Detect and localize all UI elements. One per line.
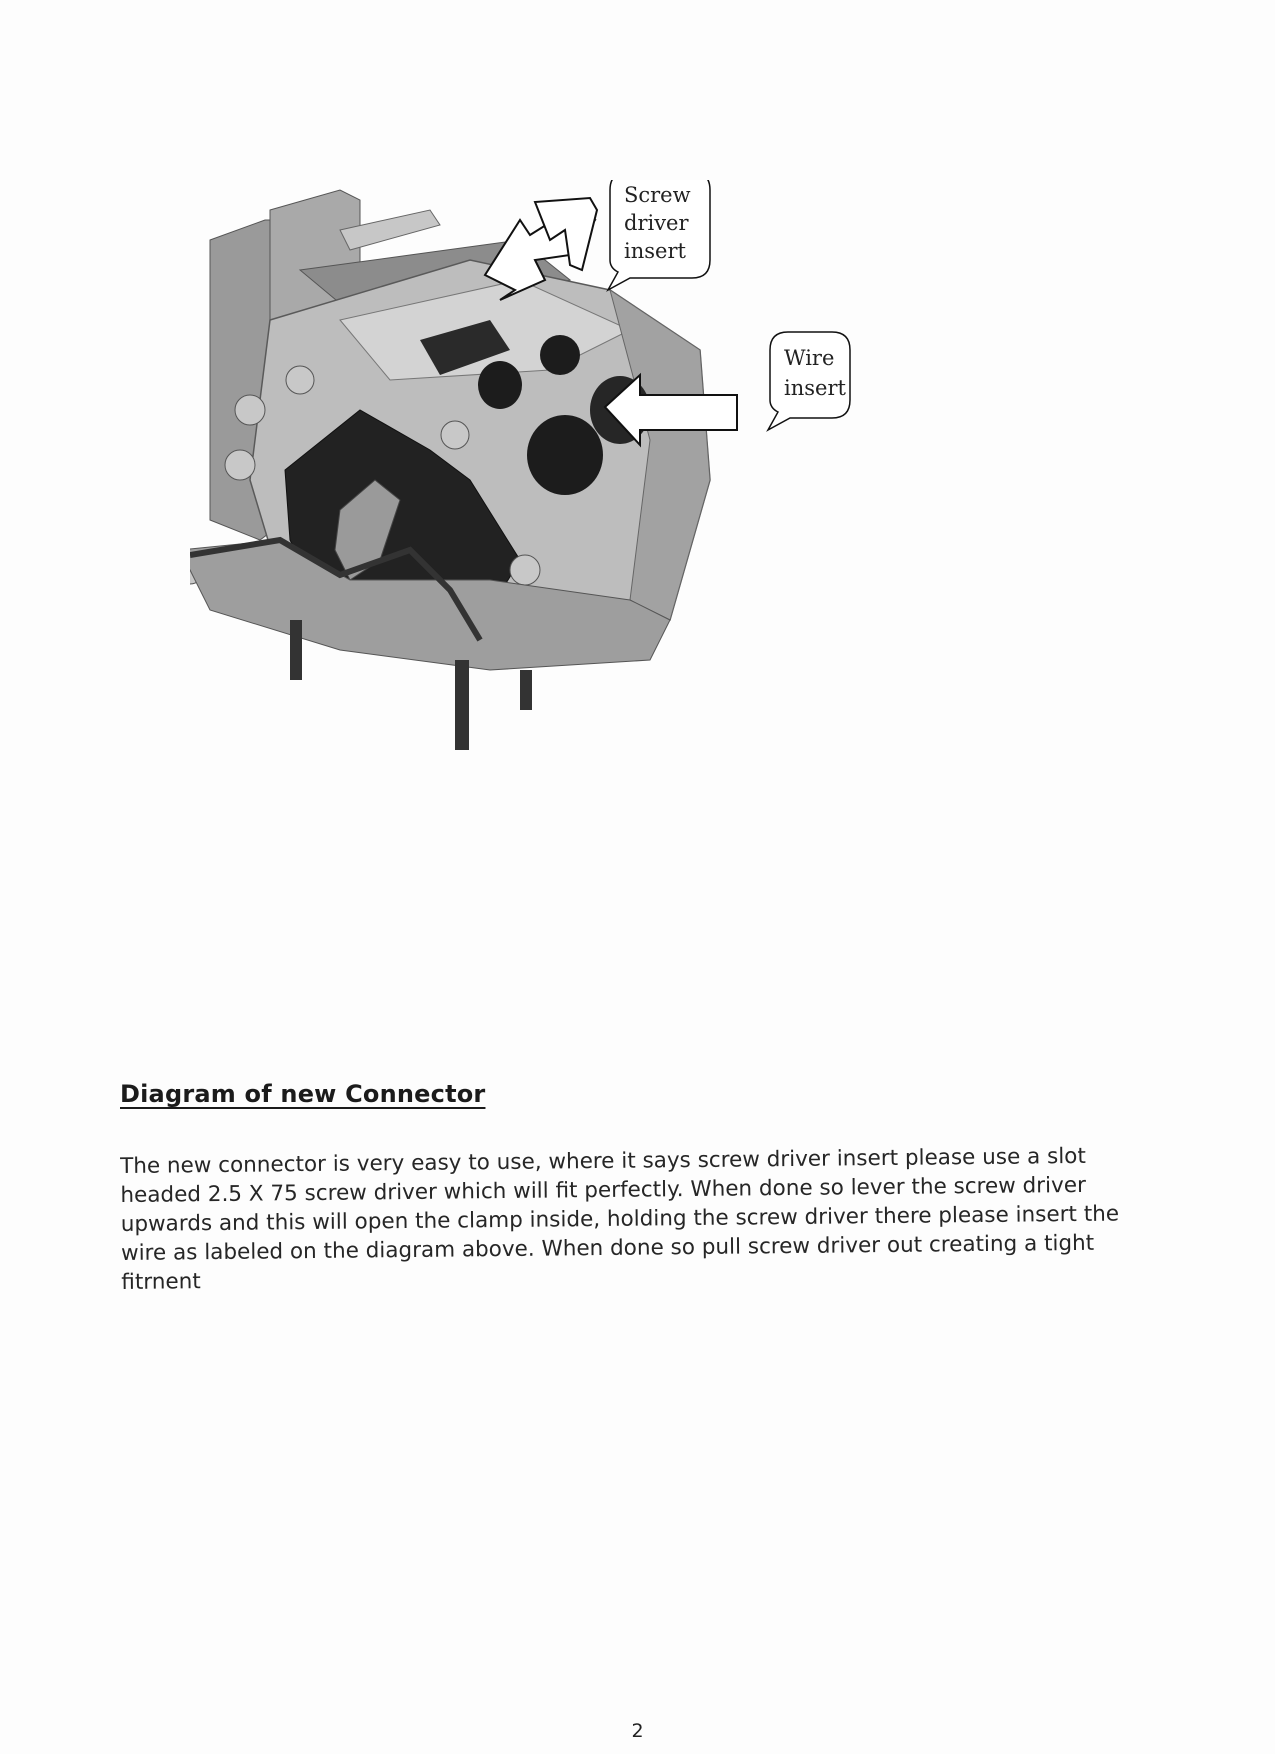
screwdriver-callout-line-2: driver	[624, 211, 689, 235]
rivet	[441, 421, 469, 449]
wire-callout-line-1: Wire	[784, 346, 835, 370]
wire-callout-line-2: insert	[784, 376, 846, 400]
connector-leg	[455, 660, 469, 750]
rivet	[510, 555, 540, 585]
screwdriver-slot-hole	[540, 335, 580, 375]
small-hole	[478, 361, 522, 409]
wire-insert-hole	[527, 415, 603, 495]
rivet	[225, 450, 255, 480]
rivet	[235, 395, 265, 425]
screwdriver-callout-line-1: Screw	[624, 183, 691, 207]
rivet	[286, 366, 314, 394]
connector-diagram	[190, 180, 950, 840]
section-heading: Diagram of new Connector	[120, 1080, 486, 1108]
connector-illustration	[190, 180, 950, 840]
connector-leg	[520, 670, 532, 710]
connector-leg	[290, 620, 302, 680]
instructions-paragraph: The new connector is very easy to use, where it says screw driver insert please use a slot headed 2.5 X 75 screw driver which will fit perfectly. When done so lever the screw driver upwards and this will open the clamp inside, holding the screw driver there please insert the wire as labeled on the diagram above. When done so pull screw driver out creating a tight fitrnent	[120, 1143, 1120, 1295]
page-number: 2	[631, 1720, 644, 1742]
screwdriver-callout-line-3: insert	[624, 239, 686, 263]
